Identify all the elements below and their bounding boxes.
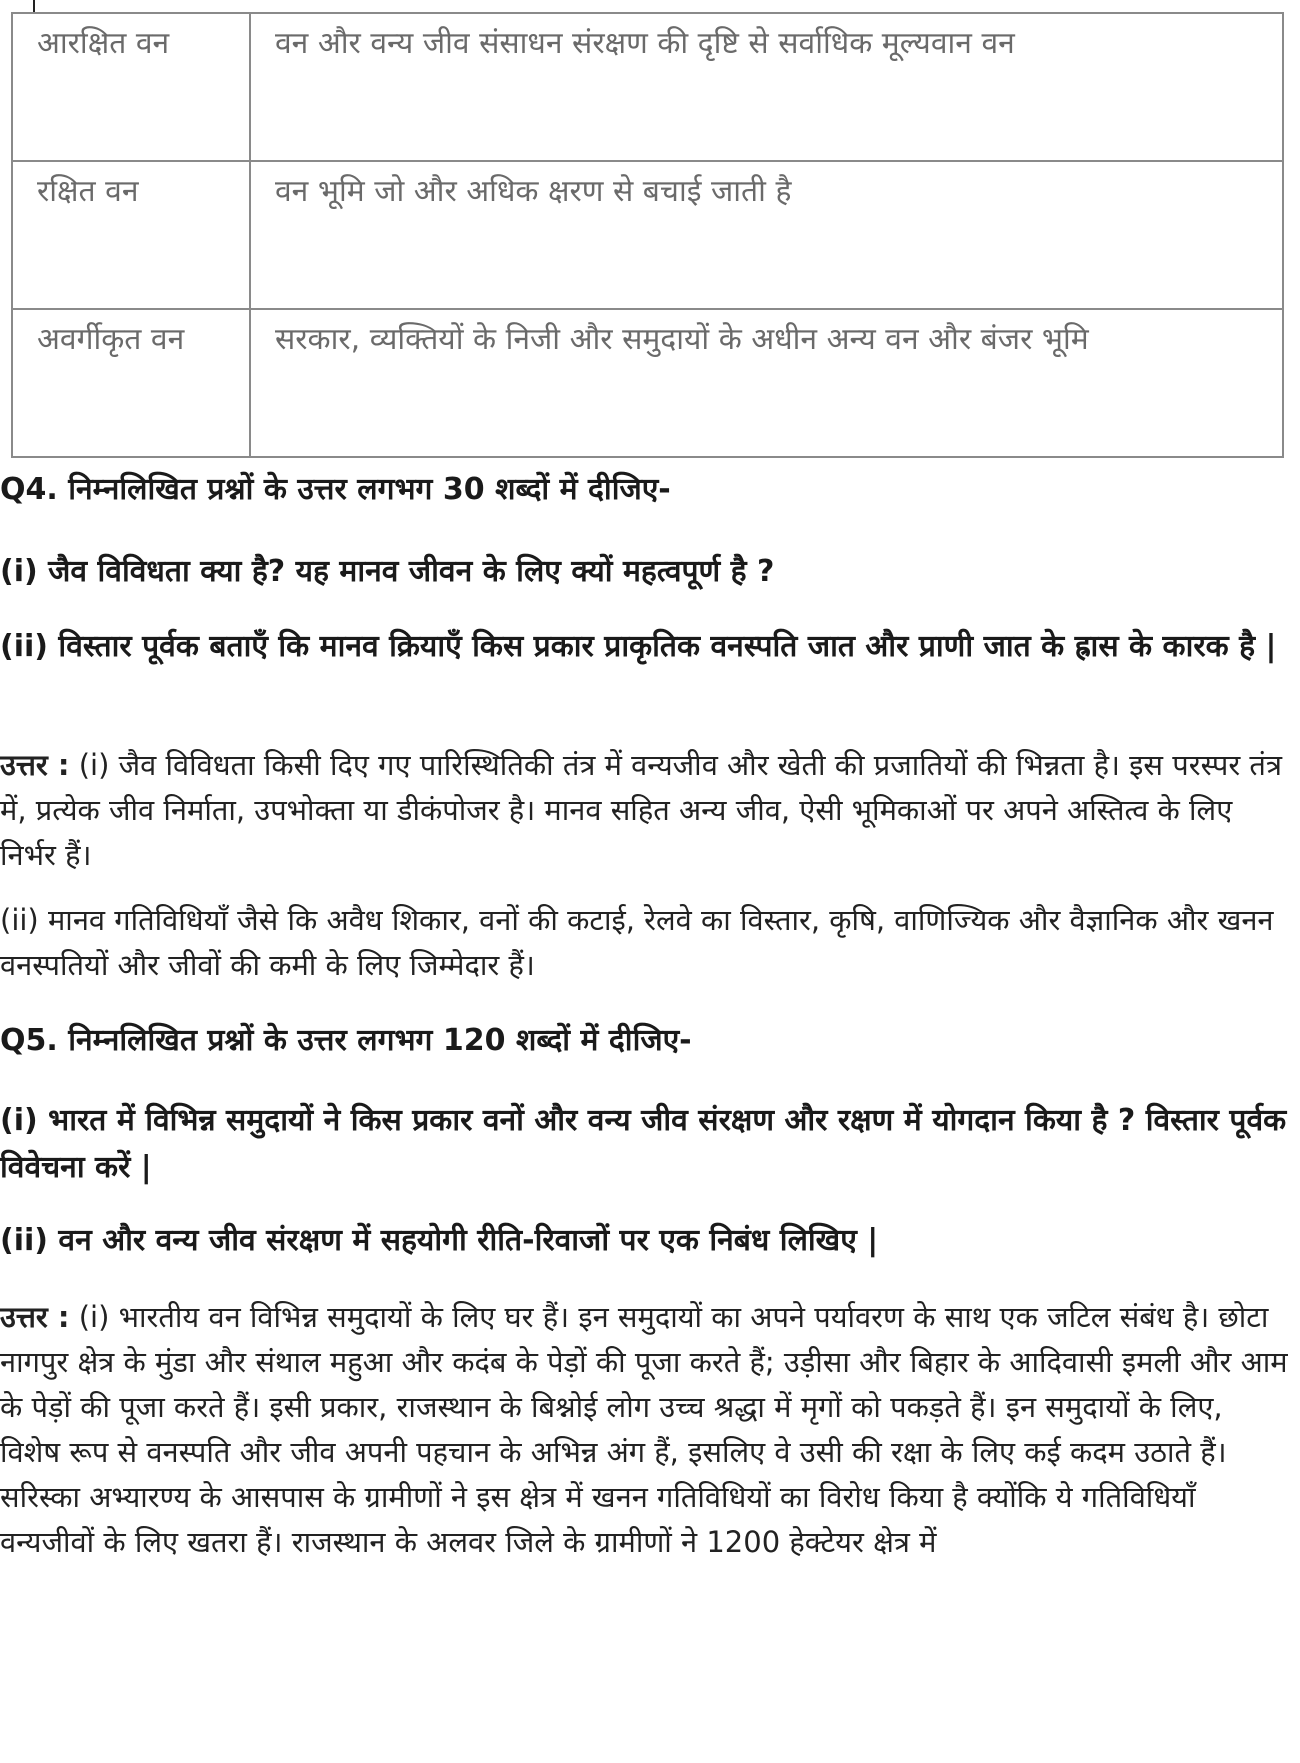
- table-cell-description: वन और वन्य जीव संसाधन संरक्षण की दृष्टि से सर्वाधिक मूल्यवान वन: [250, 13, 1283, 161]
- table-row: [12, 161, 1283, 309]
- table-row: [12, 13, 1283, 161]
- answer-text: (i) जैव विविधता किसी दिए गए पारिस्थितिकी तंत्र में वन्यजीव और खेती की प्रजातियों की भिन्नता है। इस परस्पर तंत्र में, प्रत्येक जीव निर्माता, उपभोक्ता या डीकंपोजर है। मानव सहित अन्य जीव, ऐसी भूमिकाओं पर अपने अस्तित्व के लिए निर्भर हैं।: [0, 748, 1282, 872]
- answer-label: उत्तर :: [0, 748, 70, 782]
- q5-part1: (i) भारत में विभिन्न समुदायों ने किस प्रकार वनों और वन्य जीव संरक्षण और रक्षण में योगदान किया है ? विस्तार पूर्वक विवेचना करें |: [0, 1103, 1287, 1185]
- q4-heading: Q4. निम्नलिखित प्रश्नों के उत्तर लगभग 30 शब्दों में दीजिए-: [0, 472, 671, 507]
- q5-heading: Q5. निम्नलिखित प्रश्नों के उत्तर लगभग 120 शब्दों में दीजिए-: [0, 1023, 692, 1058]
- q4-answer1: [0, 743, 1290, 878]
- forest-classification-table: [11, 12, 1284, 458]
- table-cell-term: आरक्षित वन: [12, 13, 250, 161]
- q4-answer2: (ii) मानव गतिविधियाँ जैसे कि अवैध शिकार, वनों की कटाई, रेलवे का विस्तार, कृषि, वाणिज्यिक और वैज्ञानिक और खनन वनस्पतियों और जीवों की कमी के लिए जिम्मेदार हैं।: [0, 903, 1274, 982]
- table-cell-term: अवर्गीकृत वन: [12, 309, 250, 457]
- q4-part1: (i) जैव विविधता क्या है? यह मानव जीवन के लिए क्यों महत्वपूर्ण है ?: [0, 554, 775, 589]
- table-cell-term: रक्षित वन: [12, 161, 250, 309]
- table-cell-description: सरकार, व्यक्तियों के निजी और समुदायों के अधीन अन्य वन और बंजर भूमि: [250, 309, 1283, 457]
- q5-answer1: [0, 1295, 1290, 1565]
- answer-text: (i) भारतीय वन विभिन्न समुदायों के लिए घर हैं। इन समुदायों का अपने पर्यावरण के साथ एक जटिल संबंध है। छोटा नागपुर क्षेत्र के मुंडा और संथाल महुआ और कदंब के पेड़ों की पूजा करते हैं; उड़ीसा और बिहार के आदिवासी इमली और आम के पेड़ों की पूजा करते हैं। इसी प्रकार, राजस्थान के बिश्नोई लोग उच्च श्रद्धा में मृगों को पकड़ते हैं। इन समुदायों के लिए, विशेष रूप से वनस्पति और जीव अपनी पहचान के अभिन्न अंग हैं, इसलिए वे उसी की रक्षा के लिए कई कदम उठाते हैं। सरिस्का अभ्यारण्य के आसपास के ग्रामीणों ने इस क्षेत्र में खनन गतिविधियों का विरोध किया है क्योंकि ये गतिविधियाँ वन्यजीवों के लिए खतरा हैं। राजस्थान के अलवर जिले के ग्रामीणों ने 1200 हेक्टेयर क्षेत्र में: [0, 1300, 1288, 1559]
- q5-part2: (ii) वन और वन्य जीव संरक्षण में सहयोगी रीति-रिवाजों पर एक निबंध लिखिए |: [0, 1223, 879, 1258]
- q4-part2: (ii) विस्तार पूर्वक बताएँ कि मानव क्रियाएँ किस प्रकार प्राकृतिक वनस्पति जात और प्राणी जात के ह्रास के कारक है |: [0, 629, 1277, 664]
- answer-label: उत्तर :: [0, 1300, 70, 1334]
- table-row: [12, 309, 1283, 457]
- table-cell-description: वन भूमि जो और अधिक क्षरण से बचाई जाती है: [250, 161, 1283, 309]
